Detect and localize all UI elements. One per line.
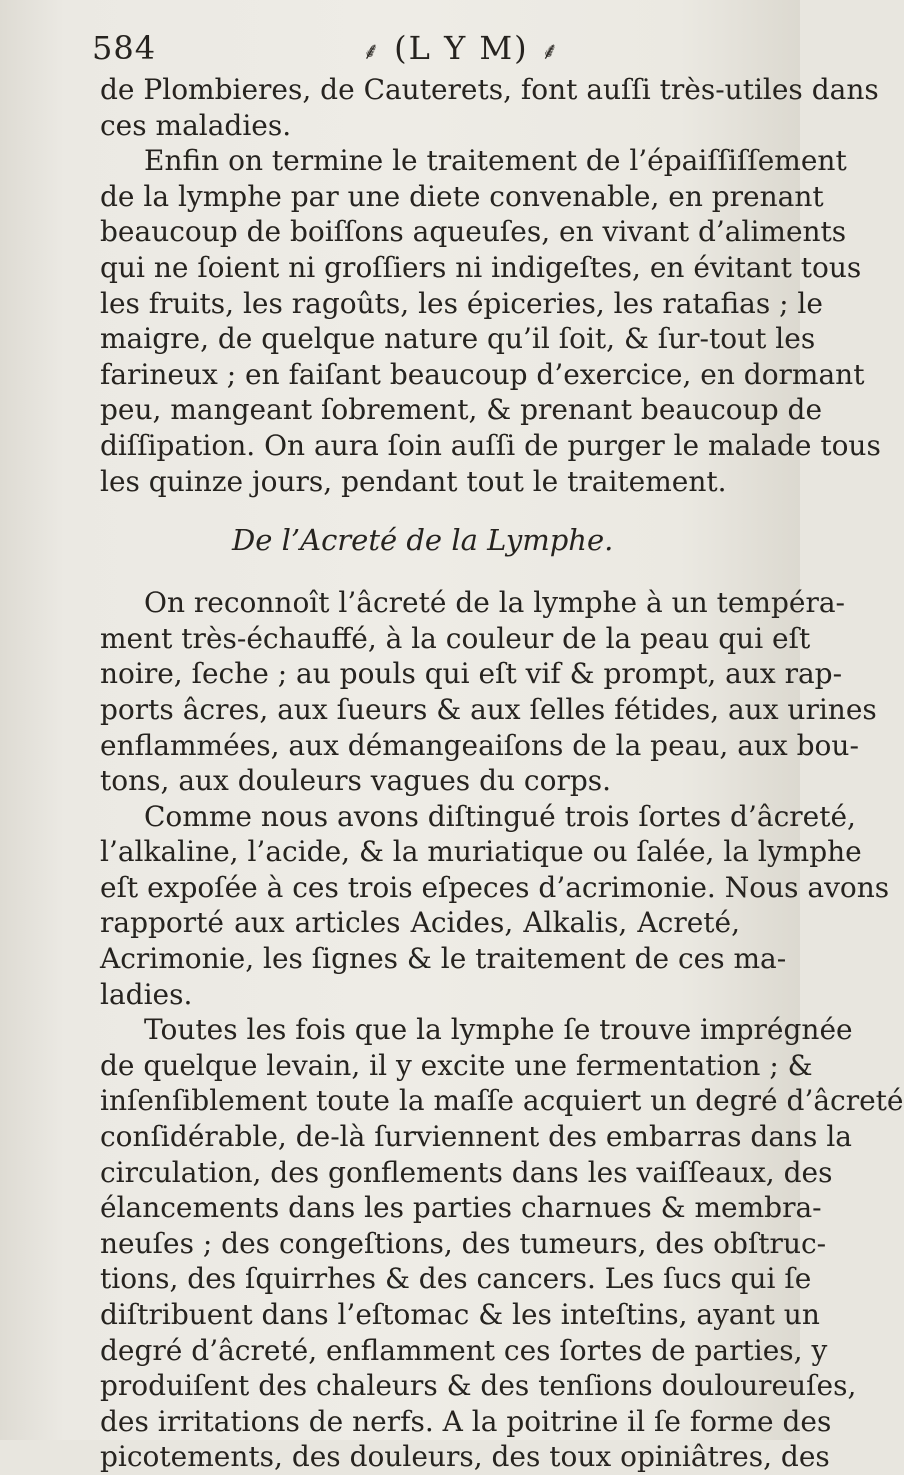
section-heading: De l’Acreté de la Lymphe. [232, 523, 614, 558]
text-line: noire, ſeche ; au pouls qui eſt vif & prompt, aux rap- [100, 657, 843, 691]
text-line: l’alkaline, l’acide, & la muriatique ou ſalée, la lymphe [100, 835, 862, 869]
paragraph [100, 72, 879, 143]
running-title [362, 28, 561, 71]
text-line: ment très-échauffé, à la couleur de la peau qui eſt [100, 621, 811, 655]
text-line: de quelque levain, il y excite une fermentation ; & [100, 1048, 813, 1082]
fleuron-right-icon: ⸙ [540, 36, 561, 65]
text-line: Acrimonie, les ſignes & le traitement de ces ma- [100, 942, 787, 976]
paragraph [100, 799, 890, 1013]
text-line: ports âcres, aux ſueurs & aux ſelles fétides, aux urines [100, 692, 877, 726]
text-line: Toutes les fois que la lymphe ſe trouve imprégnée [144, 1013, 853, 1047]
text-line: circulation, des gonflements dans les vaiſſeaux, des [100, 1155, 833, 1189]
running-head [92, 28, 732, 68]
text-line: de la lymphe par une diete convenable, en prenant [100, 179, 824, 213]
text-line: tions, des ſquirrhes & des cancers. Les ſucs qui ſe [100, 1262, 812, 1296]
text-line: tons, aux douleurs vagues du corps. [100, 764, 612, 798]
text-line: enflammées, aux démangeaiſons de la peau, aux bou- [100, 728, 859, 762]
page-number: 584 [92, 29, 157, 67]
text-line: neuſes ; des congeſtions, des tumeurs, des obſtruc- [100, 1226, 827, 1260]
body-text [100, 72, 904, 1475]
text-line: peu, mangeant ſobrement, & prenant beaucoup de [100, 393, 823, 427]
fleuron-left-icon: ⸙ [362, 36, 382, 65]
text-line: farineux ; en faiſant beaucoup d’exercice, en dormant [100, 357, 865, 391]
text-line: Comme nous avons diſtingué trois ſortes d’âcreté, [144, 799, 856, 833]
text-line: les fruits, les ragoûts, les épiceries, les ratafias ; le [100, 286, 823, 320]
text-line: Enfin on termine le traitement de l’épaiſſiſſement [144, 144, 847, 178]
paragraph [100, 585, 877, 799]
paragraph [100, 1012, 904, 1475]
text-line: diſtribuent dans l’eſtomac & les inteſtins, ayant un [100, 1298, 820, 1331]
running-title-text: (L Y M) [394, 29, 529, 67]
text-line: ces maladies. [100, 108, 292, 142]
text-line: diſſipation. On aura ſoin auſſi de purger le malade tous [100, 428, 881, 462]
text-line: élancements dans les parties charnues & membra- [100, 1191, 822, 1225]
text-line: beaucoup de boiſſons aqueuſes, en vivant d’aliments [100, 215, 847, 249]
text-line: degré d’âcreté, enflamment ces ſortes de parties, y [100, 1333, 828, 1367]
text-line: de Plombieres, de Cauterets, font auſſi très-utiles dans [100, 73, 879, 106]
text-line: On reconnoît l’âcreté de la lymphe à un tempéra- [144, 586, 845, 620]
text-line: eſt expoſée à ces trois eſpeces d’acrimonie. Nous avons [100, 870, 890, 904]
text-line: produiſent des chaleurs & des tenſions douloureuſes, [100, 1369, 857, 1403]
text-line: maigre, de quelque nature qu’il ſoit, & ſur-tout les [100, 322, 816, 356]
text-line: rapporté aux articles Acides, Alkalis, Acreté, [100, 906, 740, 940]
paragraph [100, 143, 881, 499]
text-line: les quinze jours, pendant tout le traitement. [100, 464, 727, 498]
text-line: ladies. [100, 977, 193, 1011]
text-line: qui ne ſoient ni groſſiers ni indigeſtes, en évitant tous [100, 250, 862, 284]
text-line: des irritations de nerfs. A la poitrine il ſe forme des [100, 1404, 832, 1438]
text-line: picotements, des douleurs, des toux opiniâtres, des [100, 1440, 830, 1474]
text-line: inſenſiblement toute la maſſe acquiert un degré d’âcreté [100, 1084, 904, 1118]
text-line: conſidérable, de-là ſurviennent des embarras dans la [100, 1120, 852, 1154]
